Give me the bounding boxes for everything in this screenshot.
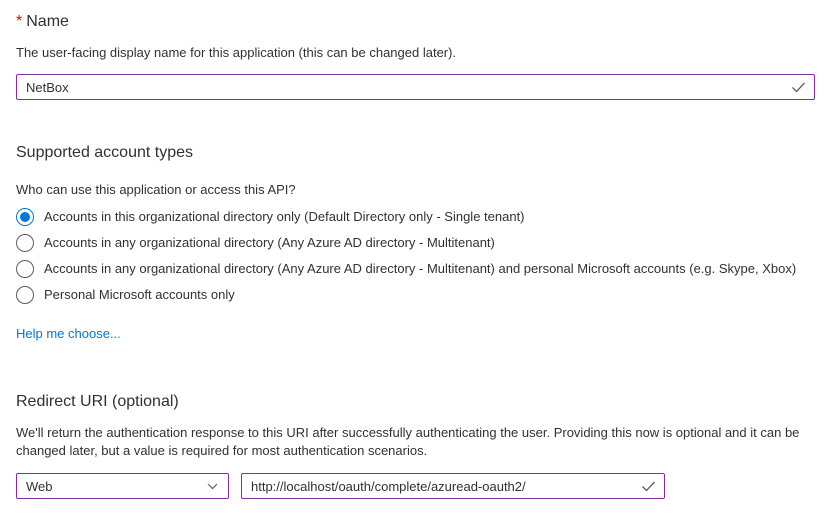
radio-personal-only-label: Personal Microsoft accounts only xyxy=(44,287,235,302)
redirect-uri-input-wrap xyxy=(241,473,665,499)
redirect-uri-input[interactable] xyxy=(241,473,665,499)
checkmark-icon xyxy=(790,79,807,96)
radio-multitenant-personal-label: Accounts in any organizational directory (Any Azure AD directory - Multitenant) and personal Microsoft accounts (e.g. Skype, Xbox) xyxy=(44,261,797,276)
name-input-wrap xyxy=(16,74,815,100)
name-input[interactable] xyxy=(16,74,815,100)
account-types-radio-group xyxy=(16,204,815,308)
platform-select[interactable] xyxy=(16,473,229,499)
redirect-uri-row xyxy=(16,473,815,499)
help-me-choose-link[interactable]: Help me choose... xyxy=(16,326,121,341)
checkmark-icon xyxy=(640,478,657,495)
platform-select-value: Web xyxy=(26,478,53,494)
redirect-uri-section xyxy=(16,391,815,499)
radio-multitenant-personal[interactable] xyxy=(16,256,815,282)
redirect-uri-description: We'll return the authentication response to this URI after successfully authenticating the user. Providing this now is optional and it can be changed later, but a value is required for most authentication scenarios. xyxy=(16,425,800,458)
name-section-title xyxy=(16,11,815,32)
radio-unselected-icon[interactable] xyxy=(16,286,34,304)
radio-selected-icon[interactable] xyxy=(16,208,34,226)
account-types-title: Supported account types xyxy=(16,144,194,161)
account-types-question: Who can use this application or access this API? xyxy=(16,182,296,197)
name-description: The user-facing display name for this application (this can be changed later). xyxy=(16,45,457,60)
account-types-section xyxy=(16,142,815,343)
radio-personal-only[interactable] xyxy=(16,282,815,308)
radio-multitenant[interactable] xyxy=(16,230,815,256)
radio-single-tenant-label: Accounts in this organizational directory only (Default Directory only - Single tenant) xyxy=(44,209,525,224)
radio-single-tenant[interactable] xyxy=(16,204,815,230)
redirect-uri-title: Redirect URI (optional) xyxy=(16,393,179,410)
name-title-text: Name xyxy=(26,13,69,30)
radio-multitenant-label: Accounts in any organizational directory (Any Azure AD directory - Multitenant) xyxy=(44,235,495,250)
radio-unselected-icon[interactable] xyxy=(16,260,34,278)
chevron-down-icon xyxy=(205,479,220,494)
radio-unselected-icon[interactable] xyxy=(16,234,34,252)
required-asterisk: * xyxy=(16,13,23,30)
